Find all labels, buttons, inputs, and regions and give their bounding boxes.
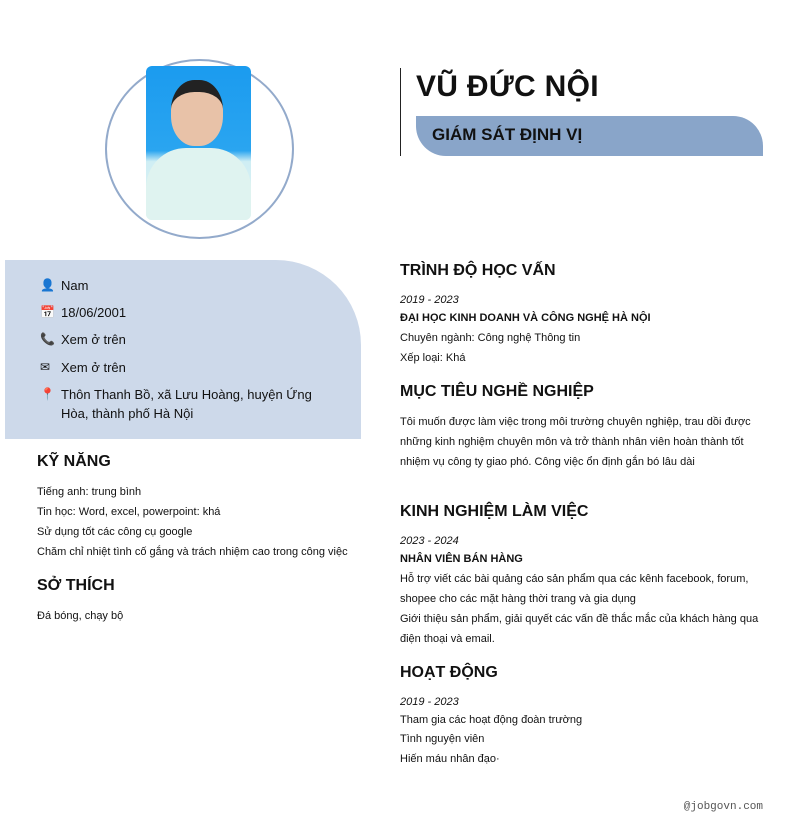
email-text: Xem ở trên [61, 360, 126, 375]
location-pin-icon: 📍 [40, 387, 55, 401]
contact-email [40, 358, 330, 377]
candidate-name: VŨ ĐỨC NỘI [416, 70, 599, 103]
skill-item: Chăm chỉ nhiệt tình cố gắng và trách nhiệm cao trong công việc [37, 546, 348, 558]
gender-text: Nam [61, 278, 89, 293]
avatar-photo [146, 66, 251, 220]
activity-item: Tình nguyện viên [400, 733, 485, 745]
activities-heading: HOẠT ĐỘNG [400, 664, 498, 681]
contact-address [40, 385, 330, 423]
birthday-text: 18/06/2001 [61, 305, 127, 320]
person-icon: 👤 [40, 278, 55, 292]
activities-period: 2019 - 2023 [400, 696, 459, 708]
activity-item: Hiến máu nhân đạo· [400, 753, 500, 765]
phone-icon: 📞 [40, 332, 55, 346]
divider [400, 68, 401, 156]
contact-phone [40, 330, 330, 349]
education-grade: Xếp loại: Khá [400, 352, 466, 364]
education-major: Chuyên ngành: Công nghệ Thông tin [400, 332, 581, 344]
hobbies-text: Đá bóng, chạy bộ [37, 610, 124, 622]
objective-heading: MỤC TIÊU NGHỀ NGHIỆP [400, 383, 594, 400]
experience-duty: Hỗ trợ viết các bài quảng cáo sản phẩm qua các kênh facebook, forum, shopee cho các mặt hàng thời trang và gia dụng [400, 573, 749, 605]
objective-text: Tôi muốn được làm việc trong môi trường chuyên nghiệp, trau dồi được những kinh nghiệm chuyên môn và trở thành nhân viên hoàn thành tốt nhiệm vụ công ty giao phó. Công việc ổn định gắn bó lâu dài [400, 416, 751, 468]
job-title: GIÁM SÁT ĐỊNH VỊ [416, 116, 763, 156]
contact-birthday [40, 303, 330, 322]
experience-duty: Giới thiệu sản phẩm, giải quyết các vấn đề thắc mắc của khách hàng qua điện thoại và email. [400, 613, 759, 645]
watermark: @jobgovn.com [683, 801, 763, 813]
education-heading: TRÌNH ĐỘ HỌC VẤN [400, 262, 556, 279]
activity-item: Tham gia các hoạt động đoàn trường [400, 714, 583, 726]
skill-item: Tiếng anh: trung bình [37, 486, 142, 498]
education-school: ĐẠI HỌC KINH DOANH VÀ CÔNG NGHỆ HÀ NỘI [400, 312, 651, 324]
experience-period: 2023 - 2024 [400, 535, 459, 547]
contact-gender [40, 276, 330, 295]
hobbies-heading: SỞ THÍCH [37, 577, 115, 594]
calendar-icon: 📅 [40, 305, 55, 319]
phone-text: Xem ở trên [61, 332, 126, 347]
skill-item: Tin học: Word, excel, powerpoint: khá [37, 506, 221, 518]
skill-item: Sử dụng tốt các công cụ google [37, 526, 193, 538]
education-period: 2019 - 2023 [400, 294, 459, 306]
mail-icon: ✉ [40, 360, 51, 374]
address-text: Thôn Thanh Bồ, xã Lưu Hoàng, huyện Ứng Hòa, thành phố Hà Nội [61, 387, 312, 421]
experience-position: NHÂN VIÊN BÁN HÀNG [400, 553, 523, 565]
experience-heading: KINH NGHIỆM LÀM VIỆC [400, 503, 589, 520]
skills-heading: KỸ NĂNG [37, 453, 111, 470]
